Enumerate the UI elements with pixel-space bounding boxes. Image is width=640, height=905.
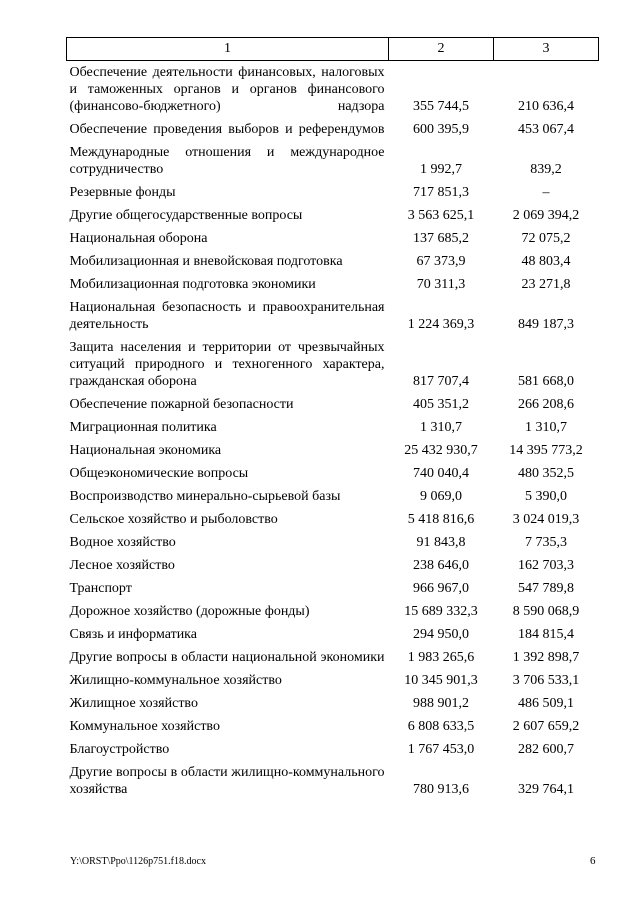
row-label: Жилищно-коммунальное хозяйство bbox=[69, 673, 282, 688]
table-row bbox=[67, 118, 599, 141]
row-label: Национальная оборона bbox=[69, 231, 208, 246]
table-row bbox=[67, 600, 599, 623]
table-row bbox=[67, 204, 599, 227]
table-row bbox=[67, 61, 599, 119]
table-row bbox=[67, 692, 599, 715]
row-value-col2: 3 563 625,1 bbox=[407, 208, 475, 223]
table-row bbox=[67, 416, 599, 439]
row-value-col2: 817 707,4 bbox=[413, 374, 469, 389]
row-label: Обеспечение пожарной безопасности bbox=[69, 397, 294, 412]
row-value-col3: 839,2 bbox=[530, 162, 562, 177]
row-label: Обеспечение деятельности финансовых, налоговых и таможенных органов и органов финансового (финансово-бюджетного) надзора bbox=[69, 65, 385, 114]
table-header-row bbox=[67, 38, 599, 61]
table-row bbox=[67, 181, 599, 204]
table-row bbox=[67, 508, 599, 531]
table-row bbox=[67, 296, 599, 336]
row-label: Мобилизационная и вневойсковая подготовка bbox=[69, 254, 343, 269]
row-value-col2: 10 345 901,3 bbox=[404, 673, 478, 688]
table-row bbox=[67, 761, 599, 801]
table-row bbox=[67, 393, 599, 416]
row-value-col3: 8 590 068,9 bbox=[512, 604, 580, 619]
row-value-col3: 7 735,3 bbox=[525, 535, 567, 550]
row-value-col2: 9 069,0 bbox=[420, 489, 462, 504]
table-row bbox=[67, 250, 599, 273]
row-label: Национальная экономика bbox=[69, 443, 222, 458]
table-row bbox=[67, 485, 599, 508]
row-value-col3: 23 271,8 bbox=[521, 277, 571, 292]
row-value-col3: 1 310,7 bbox=[525, 420, 567, 435]
table-row bbox=[67, 623, 599, 646]
row-value-col2: 988 901,2 bbox=[413, 696, 469, 711]
row-value-col2: 70 311,3 bbox=[416, 277, 466, 292]
row-value-col3: 48 803,4 bbox=[521, 254, 571, 269]
table-row bbox=[67, 738, 599, 761]
column-header-1: 1 bbox=[67, 38, 389, 61]
row-label: Другие вопросы в области жилищно-коммунального хозяйства bbox=[69, 765, 385, 797]
row-label: Дорожное хозяйство (дорожные фонды) bbox=[69, 604, 310, 619]
row-value-col2: 780 913,6 bbox=[413, 782, 469, 797]
row-label: Обеспечение проведения выборов и референдумов bbox=[69, 122, 385, 137]
row-label: Другие вопросы в области национальной экономики bbox=[69, 650, 385, 665]
row-value-col3: 5 390,0 bbox=[525, 489, 567, 504]
row-value-col3: 162 703,3 bbox=[518, 558, 574, 573]
row-value-col2: 15 689 332,3 bbox=[404, 604, 478, 619]
row-value-col2: 238 646,0 bbox=[413, 558, 469, 573]
row-value-col2: 1 224 369,3 bbox=[407, 317, 475, 332]
row-value-col2: 1 767 453,0 bbox=[407, 742, 475, 757]
row-value-col2: 405 351,2 bbox=[413, 397, 469, 412]
table-row bbox=[67, 273, 599, 296]
row-value-col3: 480 352,5 bbox=[518, 466, 574, 481]
row-label: Благоустройство bbox=[69, 742, 170, 757]
table-row bbox=[67, 646, 599, 669]
row-value-col3: 282 600,7 bbox=[518, 742, 574, 757]
row-label: Связь и информатика bbox=[69, 627, 197, 642]
table-row bbox=[67, 439, 599, 462]
row-value-col3: 1 392 898,7 bbox=[512, 650, 580, 665]
row-label: Международные отношения и международное сотрудничество bbox=[69, 145, 385, 177]
table-row bbox=[67, 462, 599, 485]
row-label: Резервные фонды bbox=[69, 185, 176, 200]
row-value-col3: 581 668,0 bbox=[518, 374, 574, 389]
table-row bbox=[67, 669, 599, 692]
table-body bbox=[67, 61, 599, 802]
row-value-col3: 266 208,6 bbox=[518, 397, 574, 412]
table-row bbox=[67, 141, 599, 181]
budget-table bbox=[66, 37, 599, 801]
row-value-col2: 717 851,3 bbox=[413, 185, 469, 200]
table-row bbox=[67, 336, 599, 393]
row-value-col2: 67 373,9 bbox=[416, 254, 466, 269]
row-value-col3: – bbox=[542, 185, 550, 200]
table-row bbox=[67, 554, 599, 577]
row-value-col3: 14 395 773,2 bbox=[509, 443, 583, 458]
row-value-col3: 3 024 019,3 bbox=[512, 512, 580, 527]
table-row bbox=[67, 715, 599, 738]
row-label: Лесное хозяйство bbox=[69, 558, 175, 573]
row-label: Сельское хозяйство и рыболовство bbox=[69, 512, 278, 527]
row-label: Жилищное хозяйство bbox=[69, 696, 198, 711]
row-label: Транспорт bbox=[69, 581, 132, 596]
row-label: Национальная безопасность и правоохранительная деятельность bbox=[69, 300, 385, 332]
row-value-col2: 1 983 265,6 bbox=[407, 650, 475, 665]
row-label: Защита населения и территории от чрезвычайных ситуаций природного и техногенного характера, гражданская оборона bbox=[69, 340, 385, 389]
row-value-col3: 184 815,4 bbox=[518, 627, 574, 642]
row-value-col2: 137 685,2 bbox=[413, 231, 469, 246]
row-label: Мобилизационная подготовка экономики bbox=[69, 277, 316, 292]
row-value-col3: 2 607 659,2 bbox=[512, 719, 580, 734]
row-value-col3: 210 636,4 bbox=[518, 99, 574, 114]
row-value-col3: 547 789,8 bbox=[518, 581, 574, 596]
row-value-col2: 355 744,5 bbox=[413, 99, 469, 114]
row-label: Другие общегосударственные вопросы bbox=[69, 208, 303, 223]
table-row bbox=[67, 227, 599, 250]
column-header-2: 2 bbox=[389, 38, 494, 61]
row-value-col3: 329 764,1 bbox=[518, 782, 574, 797]
row-label: Водное хозяйство bbox=[69, 535, 176, 550]
row-value-col2: 294 950,0 bbox=[413, 627, 469, 642]
row-label: Общеэкономические вопросы bbox=[69, 466, 249, 481]
row-value-col3: 3 706 533,1 bbox=[512, 673, 580, 688]
row-value-col2: 91 843,8 bbox=[416, 535, 466, 550]
table-row bbox=[67, 577, 599, 600]
row-value-col3: 72 075,2 bbox=[521, 231, 571, 246]
row-value-col3: 486 509,1 bbox=[518, 696, 574, 711]
row-value-col2: 5 418 816,6 bbox=[407, 512, 475, 527]
row-value-col3: 849 187,3 bbox=[518, 317, 574, 332]
row-label: Воспроизводство минерально-сырьевой базы bbox=[69, 489, 341, 504]
column-header-3: 3 bbox=[494, 38, 599, 61]
footer-file-path: Y:\ORST\Ppo\1126p751.f18.docx bbox=[70, 856, 206, 867]
row-label: Коммунальное хозяйство bbox=[69, 719, 220, 734]
row-value-col3: 2 069 394,2 bbox=[512, 208, 580, 223]
row-value-col2: 1 992,7 bbox=[420, 162, 462, 177]
row-value-col3: 453 067,4 bbox=[518, 122, 574, 137]
page-number: 6 bbox=[590, 855, 596, 867]
row-value-col2: 6 808 633,5 bbox=[407, 719, 475, 734]
row-value-col2: 600 395,9 bbox=[413, 122, 469, 137]
row-value-col2: 25 432 930,7 bbox=[404, 443, 478, 458]
row-label: Миграционная политика bbox=[69, 420, 217, 435]
table-row bbox=[67, 531, 599, 554]
row-value-col2: 966 967,0 bbox=[413, 581, 469, 596]
row-value-col2: 740 040,4 bbox=[413, 466, 469, 481]
row-value-col2: 1 310,7 bbox=[420, 420, 462, 435]
